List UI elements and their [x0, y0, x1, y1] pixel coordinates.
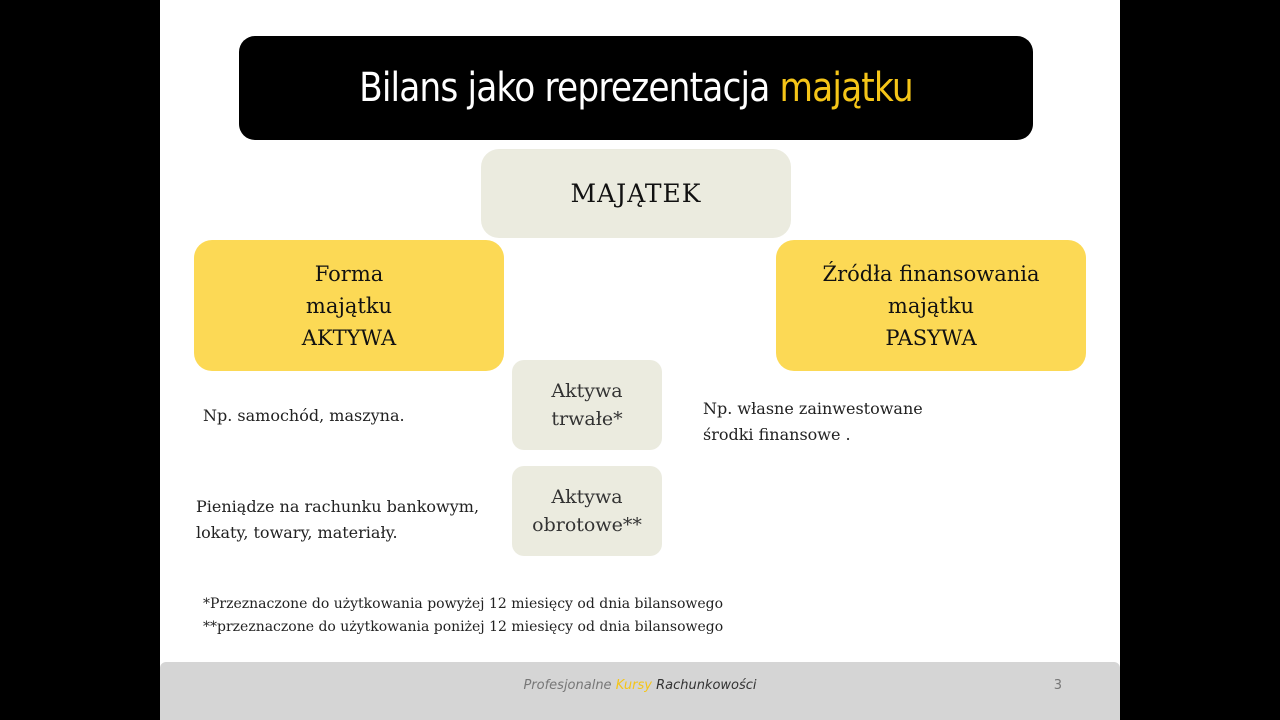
pasywa-line1: Źródła finansowania [822, 261, 1040, 286]
aktywa-line2: majątku [305, 293, 393, 318]
majatek-box [481, 149, 791, 238]
footer-brand-2: Kursy [615, 678, 652, 693]
current-example-line2: lokaty, towary, materiały. [196, 523, 398, 542]
current-example-line1: Pieniądze na rachunku bankowym, [196, 497, 480, 516]
sources-example-line1: Np. własne zainwestowane [703, 399, 923, 418]
title-accent: majątku [779, 65, 913, 111]
aktywa-line1: Forma [314, 261, 384, 286]
slide-title [359, 65, 913, 111]
page-number: 3 [1053, 678, 1062, 693]
title-main: Bilans jako reprezentacja [359, 65, 770, 111]
aktywa-obrotowe-box [512, 466, 662, 556]
aktywa-obrotowe-line2: obrotowe** [532, 514, 642, 536]
fixed-example-text: Np. samochód, maszyna. [203, 406, 405, 425]
footnotes [203, 593, 723, 639]
aktywa-box [194, 240, 504, 371]
slide-footer [160, 662, 1120, 720]
aktywa-trwale-box [512, 360, 662, 450]
current-assets-example [196, 494, 479, 546]
slide [160, 0, 1120, 720]
footer-brand-1: Profesjonalne [523, 678, 616, 693]
aktywa-trwale-line2: trwałe* [551, 408, 623, 430]
sources-example [703, 396, 923, 448]
pasywa-box [776, 240, 1086, 371]
title-bar [239, 36, 1033, 140]
footnote-2: **przeznaczone do użytkowania poniżej 12 miesięcy od dnia bilansowego [203, 619, 724, 635]
footer-brand [160, 678, 1120, 693]
sources-example-line2: środki finansowe . [703, 425, 851, 444]
majatek-label: MAJĄTEK [570, 179, 702, 208]
aktywa-obrotowe-line1: Aktywa [551, 486, 623, 508]
footnote-1: *Przeznaczone do użytkowania powyżej 12 miesięcy od dnia bilansowego [203, 596, 724, 612]
footer-brand-3: Rachunkowości [651, 678, 757, 693]
pasywa-line2: majątku [887, 293, 975, 318]
fixed-assets-example [203, 403, 405, 429]
aktywa-line3: AKTYWA [301, 325, 397, 350]
aktywa-trwale-line1: Aktywa [551, 380, 623, 402]
pasywa-line3: PASYWA [885, 325, 977, 350]
